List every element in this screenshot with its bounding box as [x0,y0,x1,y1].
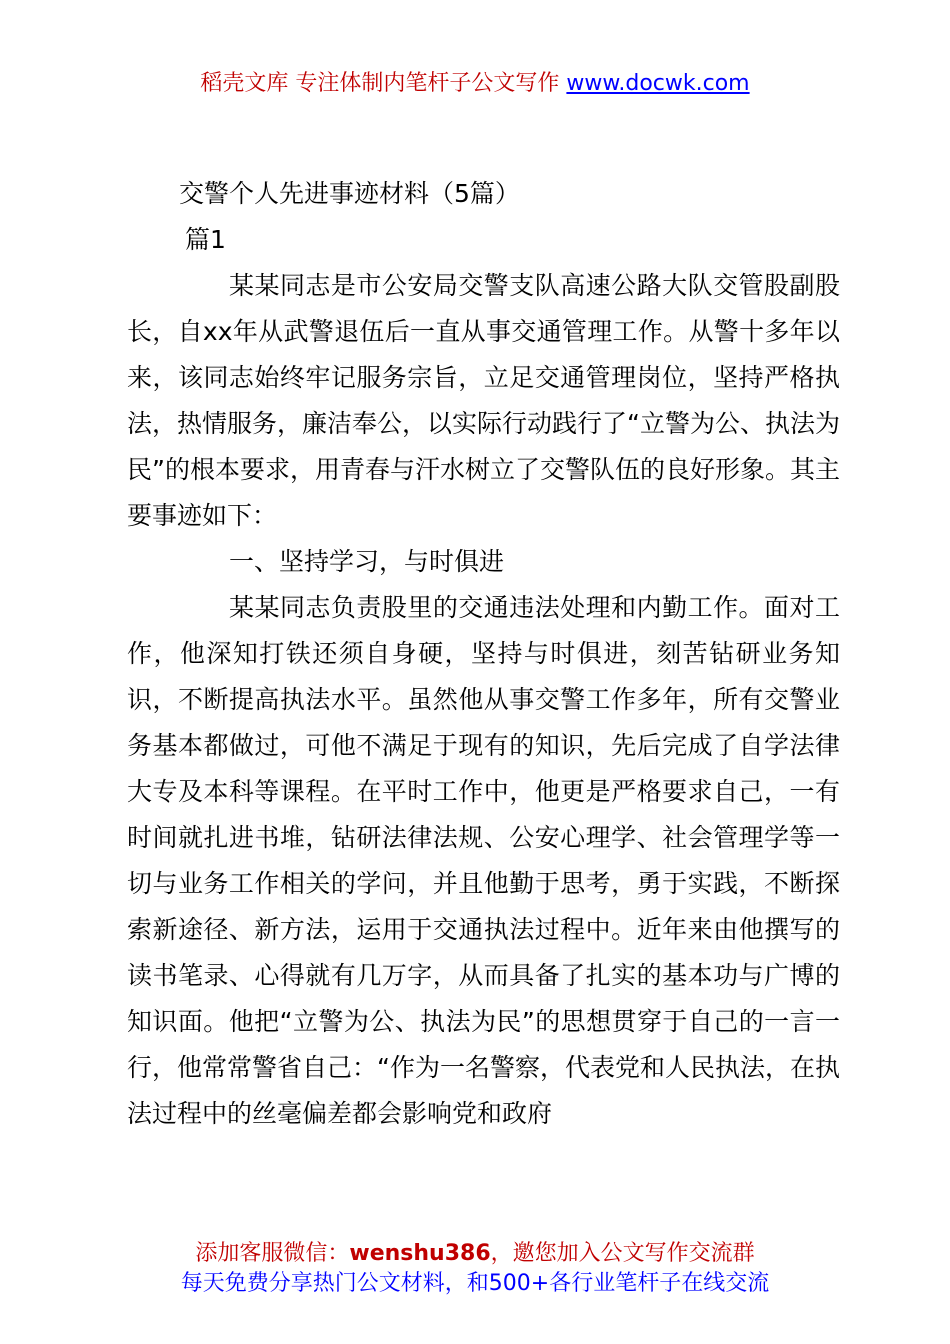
header-brand-text: 稻壳文库 专注体制内笔杆子公文写作 [200,71,567,96]
part-label: 篇1 [185,225,226,254]
page-footer [0,1239,950,1299]
paragraph-section-body: 某某同志负责股里的交通违法处理和内勤工作。面对工作，他深知打铁还须自身硬，坚持与时俱进，刻苦钻研业务知识，不断提高执法水平。虽然他从事交警工作多年，所有交警业务基本都做过，可他不满足于现有的知识，先后完成了自学法律大专及本科等课程。在平时工作中，他更是严格要求自己，一有时间就扎进书堆，钻研法律法规、公安心理学、社会管理学等一切与业务工作相关的学问，并且他勤于思考，勇于实践，不断探索新途径、新方法，运用于交通执法过程中。近年来由他撰写的读书笔录、心得就有几万字，从而具备了扎实的基本功与广博的知识面。他把“立警为公、执法为民”的思想贯穿于自己的一言一行，他常常警省自己：“作为一名警察，代表党和人民执法，在执法过程中的丝毫偏差都会影响党和政府 [127,593,840,1128]
document-title: 交警个人先进事迹材料（5篇） [179,179,520,208]
footer-wechat-prefix: 添加客服微信： [195,1241,350,1266]
footer-share-line: 每天免费分享热门公文材料，和500+各行业笔杆子在线交流 [180,1271,770,1296]
footer-wechat-line [0,1239,950,1269]
page-header [0,68,950,100]
header-site-link[interactable]: www.docwk.com [566,71,750,96]
footer-wechat-suffix: ，邀您加入公文写作交流群 [490,1241,755,1266]
document-body [127,171,840,1137]
footer-wechat-id: wenshu386 [349,1241,491,1266]
section-heading: 一、坚持学习，与时俱进 [229,547,505,576]
paragraph-intro: 某某同志是市公安局交警支队高速公路大队交管股副股长，自xx年从武警退伍后一直从事交通管理工作。从警十多年以来，该同志始终牢记服务宗旨，立足交通管理岗位，坚持严格执法，热情服务，廉洁奉公，以实际行动践行了“立警为公、执法为民”的根本要求，用青春与汗水树立了交警队伍的良好形象。其主要事迹如下： [127,271,840,530]
